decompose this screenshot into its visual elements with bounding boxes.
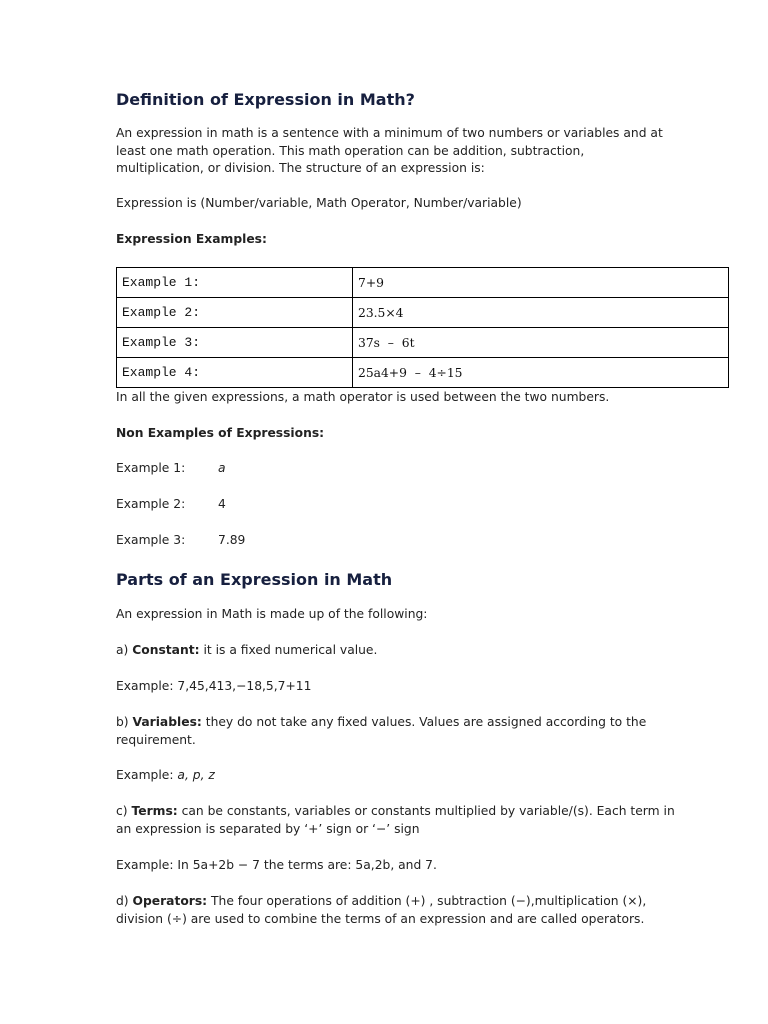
variables-example-value: a, p, z	[177, 768, 215, 782]
example-value: 23.5×4	[353, 298, 729, 328]
example-label: Example 3:	[117, 328, 353, 358]
operators-term: Operators:	[132, 894, 208, 908]
operators-prefix: d)	[116, 894, 133, 908]
operators-text: The four operations of addition (+) , subtraction (−),multiplication (×),	[207, 894, 647, 908]
non-examples-title	[116, 425, 324, 443]
terms-text-line2: an expression is separated by ‘+’ sign or ‘−’ sign	[116, 821, 420, 836]
variables-term: Variables:	[132, 715, 202, 729]
heading-definition: Definition of Expression in Math?	[116, 90, 415, 109]
constant-definition	[116, 642, 377, 660]
example-value: 7+9	[353, 268, 729, 298]
terms-term: Terms:	[131, 804, 178, 818]
constant-term: Constant:	[132, 643, 200, 657]
variables-prefix: b)	[116, 715, 133, 729]
terms-example: Example: In 5a+2b − 7 the terms are: 5a,2b, and 7.	[116, 858, 437, 872]
variables-example-prefix: Example:	[116, 768, 178, 782]
constant-prefix: a)	[116, 643, 133, 657]
variables-text-line2: requirement.	[116, 732, 196, 747]
table-row	[117, 298, 729, 328]
non-example-label: Example 1:	[116, 461, 186, 475]
example-label: Example 4:	[117, 358, 353, 388]
non-example-label: Example 3:	[116, 533, 186, 547]
constant-text: it is a fixed numerical value.	[199, 643, 378, 657]
variables-text: they do not take any fixed values. Values are assigned according to the	[201, 715, 647, 729]
intro-line-2: least one math operation. This math operation can be addition, subtraction,	[116, 143, 585, 158]
non-example-label: Example 2:	[116, 497, 186, 511]
variables-definition	[116, 714, 646, 749]
non-example-value: 4	[218, 497, 226, 511]
non-examples-title-text: Non Examples of Expressions:	[116, 426, 325, 440]
examples-table	[116, 267, 729, 388]
constant-example: Example: 7,45,413,−18,5,7+11	[116, 679, 312, 693]
non-example-row	[116, 533, 245, 547]
non-example-value: 7.89	[218, 533, 246, 547]
terms-prefix: c)	[116, 804, 132, 818]
intro-paragraph	[116, 125, 663, 178]
example-label: Example 1:	[117, 268, 353, 298]
example-value: 37s – 6t	[353, 328, 729, 358]
terms-definition	[116, 803, 675, 838]
example-label: Example 2:	[117, 298, 353, 328]
example-value: 25a4+9 – 4÷15	[353, 358, 729, 388]
table-row	[117, 268, 729, 298]
non-example-row	[116, 497, 226, 511]
terms-text: can be constants, variables or constants multiplied by variable/(s). Each term in	[177, 804, 675, 818]
examples-title	[116, 231, 267, 249]
operators-text-line2: division (÷) are used to combine the terms of an expression and are called operators.	[116, 911, 645, 926]
operators-definition	[116, 893, 646, 928]
non-example-row	[116, 461, 226, 475]
intro-line-3: multiplication, or division. The structure of an expression is:	[116, 161, 485, 175]
variables-example	[116, 767, 215, 785]
heading-parts: Parts of an Expression in Math	[116, 570, 393, 589]
intro-line-1: An expression in math is a sentence with a minimum of two numbers or variables and at	[116, 126, 663, 140]
table-row	[117, 358, 729, 388]
non-example-value: a	[218, 461, 226, 475]
examples-title-text: Expression Examples:	[116, 232, 267, 246]
parts-intro: An expression in Math is made up of the following:	[116, 607, 428, 621]
table-row	[117, 328, 729, 358]
after-table-text: In all the given expressions, a math operator is used between the two numbers.	[116, 390, 610, 404]
structure-text: Expression is (Number/variable, Math Operator, Number/variable)	[116, 196, 522, 210]
